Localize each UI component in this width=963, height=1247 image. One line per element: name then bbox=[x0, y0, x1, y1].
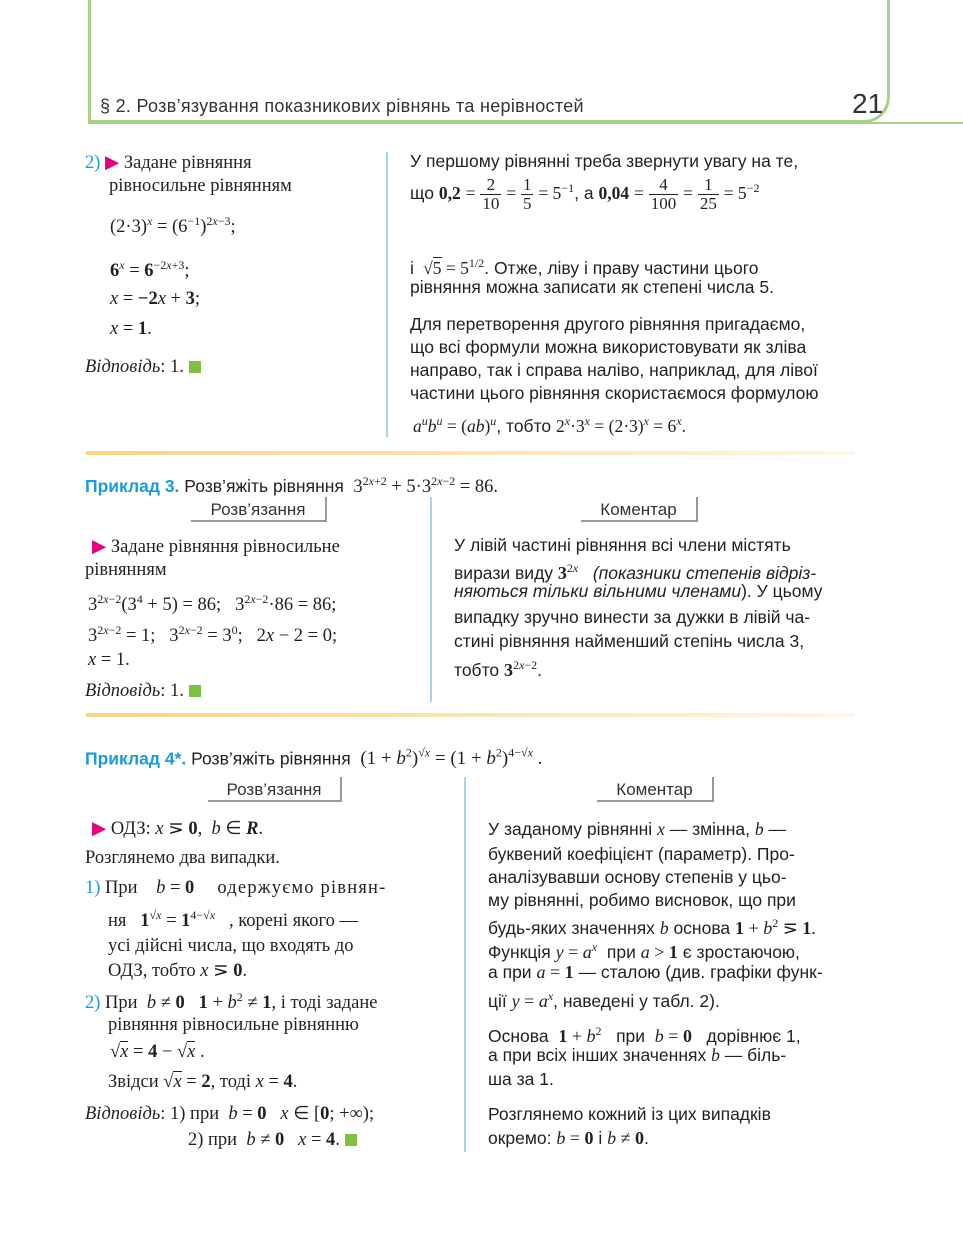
text: і bbox=[598, 1128, 603, 1148]
example4-heading: Приклад 4*. Розв’яжіть рівняння $(1 + b^2)^{√x} = (1 + b^2)^{4-√x}$ . bbox=[85, 746, 543, 770]
text: — біль- bbox=[724, 1045, 787, 1065]
example4-comment-p1-l2: буквений коефіцієнт (параметр). Про- bbox=[488, 844, 795, 864]
example4-case2-line2: рівняння рівносильне рівнянню bbox=[108, 1015, 359, 1035]
example4-comment-p3-l1: Розглянемо кожний із цих випадків bbox=[488, 1104, 771, 1124]
text: ). У цьому bbox=[741, 581, 823, 601]
column-divider bbox=[464, 777, 466, 1152]
text: , тоді bbox=[210, 1072, 251, 1092]
answer-label: Відповідь bbox=[85, 1104, 161, 1124]
example4-comment-p1-l6: Функція $y = a^x$ при a > 1 є зростаючою, bbox=[488, 940, 800, 962]
example4-comment-p2-l1: Основа $1 + b^2$ при b = 0 дорівнює 1, bbox=[488, 1024, 801, 1046]
column-divider bbox=[386, 152, 388, 437]
example3-equation-2: $3^{2x-2} = 1$; $3^{2x-2} = 3^0$; 2x − 2 = 0; bbox=[88, 623, 338, 647]
example3-solution-tab: Розв’язання bbox=[191, 497, 327, 522]
intro-text-2: рівносильне рівнянням bbox=[109, 176, 292, 196]
item-number: 2) bbox=[85, 153, 101, 173]
text: Основа bbox=[488, 1026, 549, 1046]
example3-answer bbox=[85, 681, 201, 702]
example4-case2-line4: Звідси √x = 2, тоді x = 4. bbox=[108, 1072, 298, 1092]
top-comment-p2-line4: частини цього рівняння скористаємося формулою bbox=[410, 383, 819, 403]
equation-step-3: x = −2x + 3; bbox=[110, 289, 200, 309]
text: при bbox=[616, 1026, 646, 1046]
text: (показники степенів відріз- bbox=[592, 563, 817, 583]
example4-comment-p1-l7: а при a = 1 — сталою (див. графіки функ- bbox=[488, 962, 823, 982]
text: — змінна, bbox=[669, 819, 750, 839]
text: ції bbox=[488, 991, 507, 1011]
example4-comment-p1-l1: У заданому рівнянні x — змінна, b — bbox=[488, 819, 786, 839]
text: основа bbox=[673, 918, 731, 938]
top-comment-p2-line2: що всі формули можна використовувати як зліва bbox=[410, 337, 807, 357]
example3-label: Приклад 3. bbox=[85, 476, 180, 497]
end-square-icon bbox=[345, 1134, 357, 1146]
text: , тобто bbox=[496, 415, 552, 436]
top-comment-line4: рівняння можна записати як степені числа 5. bbox=[410, 277, 774, 297]
example3-solution-line2: рівнянням bbox=[85, 560, 167, 580]
header-rule bbox=[88, 122, 963, 124]
equation-step-2: $6^x = 6^{-2x+3}$; bbox=[110, 258, 190, 282]
text: і bbox=[410, 257, 414, 278]
end-square-icon bbox=[189, 361, 201, 373]
top-comment-line1: У першому рівнянні треба звернути увагу на те, bbox=[410, 151, 799, 171]
top-comment-p2-line5: $a^ub^u = (ab)^u$, тобто $2^x\cdot 3^x = (2\cdot 3)^x = 6^x$. bbox=[413, 414, 687, 436]
text: : 1) при bbox=[160, 1104, 220, 1124]
example4-answer-line2: 2) при b ≠ 0 x = 4. bbox=[188, 1130, 357, 1151]
equation-step-4: x = 1. bbox=[110, 319, 152, 339]
top-solution-intro bbox=[85, 152, 252, 174]
example3-task: Розв’яжіть рівняння bbox=[184, 476, 344, 497]
text: є зростаючою, bbox=[682, 942, 800, 962]
top-comment-p2-line1: Для перетворення другого рівняння пригадаємо, bbox=[410, 314, 806, 334]
example4-case1-line2: ня $1^{√x} = 1^{4-√x}$ , корені якого — bbox=[108, 908, 358, 932]
text: тобто bbox=[454, 660, 500, 680]
example3-equation-1: $3^{2x-2}(3^4 + 5) = 86$; $3^{2x-2}\cdot 86 = 86$; bbox=[88, 592, 337, 616]
example4-cases: Розглянемо два випадки. bbox=[85, 848, 280, 868]
text: ня bbox=[108, 911, 127, 932]
example3-equation-3: x = 1. bbox=[88, 650, 130, 670]
text: , і тоді задане bbox=[271, 993, 378, 1014]
example4-case2-line1: 2) При b ≠ 0 $1 + b^2 \ne 1$, і тоді задане bbox=[85, 990, 378, 1014]
text: будь-яких значеннях bbox=[488, 918, 655, 938]
text: Звідси bbox=[108, 1072, 159, 1092]
example4-task: Розв’яжіть рівняння bbox=[191, 748, 351, 769]
example4-case1-line4: ОДЗ, тобто x ⋝ 0. bbox=[108, 961, 248, 981]
text: вирази виду bbox=[454, 563, 554, 583]
text: При bbox=[105, 993, 138, 1014]
text: що bbox=[410, 183, 434, 204]
example3-comment-line2: вирази виду $3^{2x}$ (показники степенів відріз- bbox=[454, 561, 817, 583]
text: Задане рівняння рівносильне bbox=[110, 537, 340, 557]
column-divider bbox=[430, 497, 432, 702]
example3-solution-line1 bbox=[92, 536, 340, 558]
example4-comment-p2-l2: а при всіх інших значеннях b — біль- bbox=[488, 1045, 787, 1065]
example4-answer-line1: Відповідь: 1) при b = 0 x ∈ [0; +∞); bbox=[85, 1104, 375, 1124]
example3-comment-line6: тобто $3^{2x-2}$. bbox=[454, 658, 542, 680]
top-comment-line2: що 0,2 = $\frac{2}{10}$ = $\frac{1}{5}$ = $5^{-1}$, а 0,04 = $\frac{4}{100}$ = $\frac{1}{25}$ = $5^{-2}$ bbox=[410, 175, 760, 213]
answer-value: : 1. bbox=[160, 357, 184, 377]
text: При bbox=[105, 878, 138, 898]
page-number: 21 bbox=[852, 88, 884, 119]
example3-heading: Приклад 3. Розв’яжіть рівняння $3^{2x+2} + 5\cdot 3^{2x-2} = 86$. bbox=[85, 474, 499, 498]
top-comment-p2-line3: направо, так і справа наліво, наприклад, для лівої bbox=[410, 360, 818, 380]
example3-comment-line1: У лівій частині рівняння всі члени містять bbox=[454, 535, 791, 555]
example4-case1-line1: 1) При b = 0 одержуємо рівнян- bbox=[85, 878, 387, 898]
text: , наведені у табл. 2). bbox=[553, 991, 720, 1011]
text: . Отже, ліву і праву частини цього bbox=[484, 257, 759, 278]
example3-comment-line4: випадку зручно винести за дужки в лівій ча- bbox=[454, 607, 811, 627]
text: ОДЗ: bbox=[110, 819, 151, 839]
text: , корені якого — bbox=[228, 911, 358, 932]
text: няються тільки вільними членами bbox=[454, 581, 742, 601]
text: одержуємо рівнян- bbox=[217, 878, 387, 898]
triangle-marker-icon: ▶ bbox=[92, 537, 107, 557]
example4-label: Приклад 4*. bbox=[85, 748, 187, 769]
text: — сталою (див. графіки функ- bbox=[578, 962, 823, 982]
example4-comment-p1-l8: ції $y = a^x$, наведені у табл. 2). bbox=[488, 989, 720, 1011]
example4-case2-line3: √x = 4 − √x . bbox=[110, 1042, 205, 1062]
answer-top bbox=[85, 357, 201, 378]
section-separator bbox=[86, 451, 854, 455]
example3-comment-tab: Коментар bbox=[581, 497, 698, 522]
text: , а bbox=[574, 183, 594, 204]
top-comment-line3: і $√5 = 5^{1/2}$. Отже, ліву і праву частини цього bbox=[410, 256, 759, 278]
example3-comment-line3 bbox=[454, 580, 822, 604]
text: ОДЗ, тобто bbox=[108, 961, 196, 981]
triangle-marker-icon: ▶ bbox=[92, 819, 107, 839]
end-square-icon bbox=[189, 685, 201, 697]
example4-comment-p1-l4: му рівнянні, робимо висновок, що при bbox=[488, 890, 796, 910]
case-number: 2) bbox=[85, 993, 101, 1014]
example4-solution-tab: Розв’язання bbox=[208, 777, 342, 802]
text: Функція bbox=[488, 942, 551, 962]
text: окремо: bbox=[488, 1128, 552, 1148]
example4-comment-p1-l3: аналізувавши основу степенів у цьо- bbox=[488, 867, 787, 887]
equation-step-1: $(2\cdot 3)^x = (6^{-1})^{2x-3}$; bbox=[110, 214, 236, 238]
example4-comment-p2-l3: ша за 1. bbox=[488, 1069, 554, 1089]
case-number: 1) bbox=[85, 878, 101, 898]
example4-comment-tab: Коментар bbox=[597, 777, 714, 802]
text: дорівнює 1, bbox=[706, 1026, 801, 1046]
triangle-marker-icon: ▶ bbox=[105, 153, 120, 173]
example4-odz: ▶ ОДЗ: x ⋝ 0, b ∈ R. bbox=[92, 819, 264, 839]
intro-text: Задане рівняння bbox=[123, 153, 252, 173]
example4-comment-p1-l5: будь-яких значеннях b основа $1 + b^2$ ⋝ 1. bbox=[488, 916, 816, 938]
page-header-title: § 2. Розв’язування показникових рівнянь та нерівностей bbox=[100, 96, 584, 116]
answer-label: Відповідь bbox=[85, 681, 161, 701]
text: У заданому рівнянні bbox=[488, 819, 653, 839]
example4-comment-p3-l2: окремо: b = 0 і b ≠ 0. bbox=[488, 1128, 649, 1148]
example3-comment-line5: стині рівняння найменший степінь числа 3, bbox=[454, 631, 805, 651]
answer-value: : 1. bbox=[160, 681, 184, 701]
text: а при всіх інших значеннях bbox=[488, 1045, 707, 1065]
example4-case1-line3: усі дійсні числа, що входять до bbox=[108, 936, 354, 956]
text: 2) при bbox=[188, 1130, 238, 1150]
text: а при bbox=[488, 962, 532, 982]
section-separator bbox=[86, 713, 854, 717]
answer-label: Відповідь bbox=[85, 357, 161, 377]
text: при bbox=[606, 942, 636, 962]
